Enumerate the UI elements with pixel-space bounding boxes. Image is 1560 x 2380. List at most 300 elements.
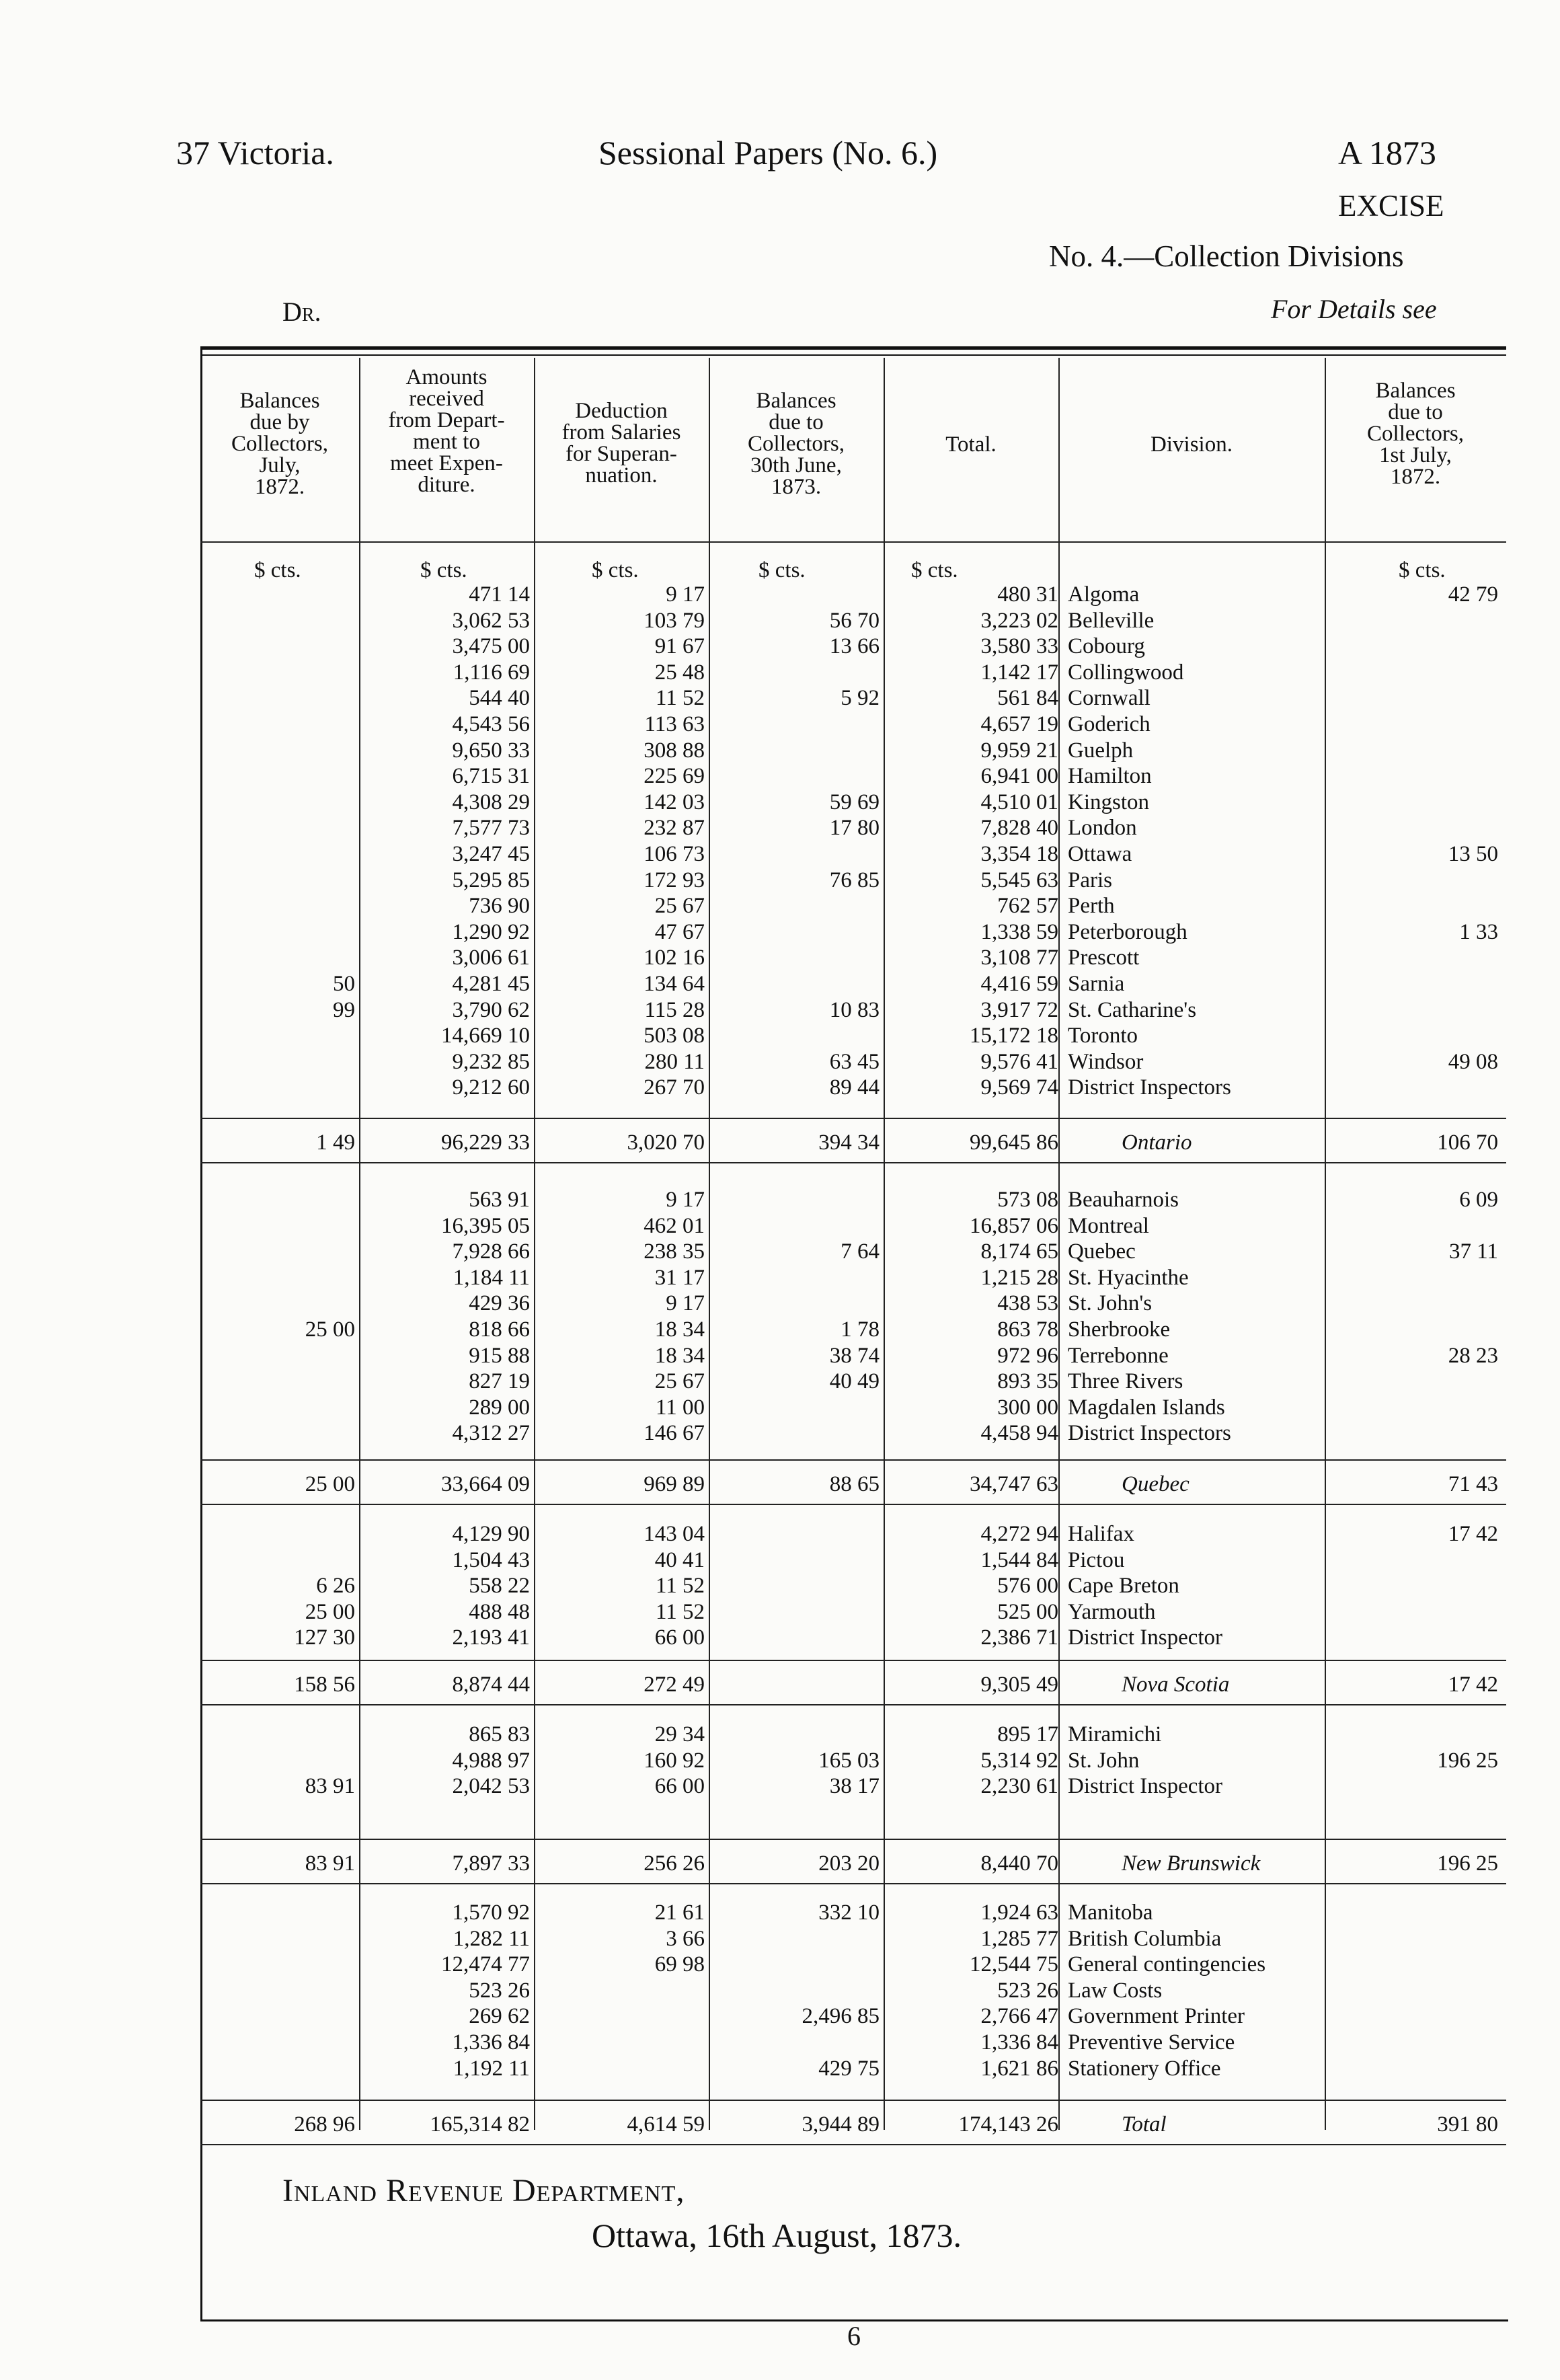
division-name: Collingwood [1068,660,1184,685]
table-cell: 99 [333,997,355,1022]
division-name: Sherbrooke [1068,1317,1171,1342]
table-cell: 18 34 [654,1343,705,1368]
table-cell: 14,669 10 [441,1024,530,1048]
table-cell: 503 08 [644,1024,705,1048]
table-row [200,660,1506,685]
table-row [200,815,1506,841]
division-name: Cobourg [1068,634,1145,659]
group-rule [200,2144,1506,2145]
header-center: Sessional Papers (No. 6.) [598,134,938,171]
division-name: Peterborough [1068,919,1187,944]
division-name: Beauharnois [1068,1188,1179,1212]
group-rule [200,1883,1506,1884]
table-cell: 3,223 02 [980,608,1058,633]
department-signature: Inland Revenue Department, [282,2173,685,2209]
table-cell: 523 26 [469,1978,530,2003]
table-cell: 37 11 [1448,1239,1498,1264]
table-row [200,582,1506,607]
table-cell: 3,247 45 [452,842,530,866]
division-name: Hamilton [1068,764,1152,789]
group-rule [200,1162,1506,1163]
table-cell: 196 25 [1437,1748,1498,1773]
table-cell: 115 28 [644,997,705,1022]
table-cell: 38 74 [829,1343,880,1368]
units-label: $ cts. [592,558,639,582]
group-rule [200,2100,1506,2101]
table-cell: 5,545 63 [980,868,1058,892]
table-cell: 96,229 33 [441,1130,530,1155]
table-row [200,997,1506,1023]
table-cell: 165,314 82 [430,2112,530,2137]
table-row [200,1317,1506,1342]
table-cell: 300 00 [997,1395,1058,1420]
table-cell: 895 17 [997,1722,1058,1746]
table-cell: 69 98 [654,1952,705,1977]
header-rule [200,541,1506,543]
table-cell: 280 11 [644,1049,705,1074]
table-cell: 134 64 [644,972,705,996]
table-cell: 11 52 [655,686,705,711]
table-cell: 4,458 94 [980,1421,1058,1446]
table-row [200,868,1506,893]
table-cell: 488 48 [469,1599,530,1624]
table-cell: 2,766 47 [980,2004,1058,2029]
header-left: 37 Victoria. [176,134,334,171]
table-cell: 3,475 00 [452,634,530,659]
table-cell: 56 70 [829,608,880,633]
table-cell: 203 20 [818,1851,880,1876]
table-cell: 9,212 60 [452,1075,530,1100]
table-total-row [200,1851,1506,1876]
table-cell: 31 17 [654,1265,705,1290]
table-cell: 1,290 92 [452,919,530,944]
table-cell: 38 17 [829,1774,880,1799]
table-cell: 127 30 [294,1625,355,1650]
table-cell: 232 87 [644,816,705,841]
table-cell: 480 31 [997,582,1058,607]
division-name: Pictou [1068,1547,1125,1572]
table-cell: 4,129 90 [452,1522,530,1546]
table-cell: 8,874 44 [452,1673,530,1697]
table-row [200,634,1506,659]
table-cell: 523 26 [997,1978,1058,2003]
table-row [200,893,1506,919]
col-header-deduction: Deduction from Salaries for Superan- nuation. [561,399,681,488]
table-row [200,1547,1506,1573]
table-row [200,1213,1506,1239]
table-cell: 1,184 11 [453,1265,530,1290]
table-cell: 1,285 77 [980,1926,1058,1951]
table-cell: 429 75 [818,2056,880,2081]
table-total-row [200,1672,1506,1697]
table-cell: 225 69 [644,764,705,789]
table-cell: 91 67 [654,634,705,659]
table-cell: 4,272 94 [980,1522,1058,1546]
division-name: District Inspector [1068,1625,1223,1650]
table-cell: 15,172 18 [970,1024,1058,1048]
table-cell: 76 85 [829,868,880,892]
col-header-division: Division. [1150,432,1233,457]
table-row [200,790,1506,815]
details-note: For Details see [1271,294,1437,324]
table-cell: 4,657 19 [980,712,1058,736]
division-name: Goderich [1068,712,1150,736]
division-name: Halifax [1068,1522,1134,1546]
table-cell: 9 17 [666,1188,705,1212]
group-rule [200,1704,1506,1705]
table-cell: 7,577 73 [452,816,530,841]
table-cell: 6,941 00 [980,764,1058,789]
table-cell: 462 01 [644,1213,705,1238]
table-row [200,1978,1506,2003]
table-cell: 142 03 [644,790,705,814]
table-cell: 429 36 [469,1291,530,1316]
table-cell: 5 92 [841,686,880,711]
table-cell: 106 73 [644,842,705,866]
table-row [200,2030,1506,2055]
table-row [200,1952,1506,1977]
table-cell: 4,614 59 [627,2112,705,2137]
table-cell: 12,544 75 [970,1952,1058,1977]
table-row [200,1343,1506,1369]
units-label: $ cts. [1399,558,1446,582]
division-name: Belleville [1068,608,1155,633]
division-name: Total [1122,2112,1167,2137]
table-cell: 66 00 [654,1625,705,1650]
col-header-balances-due-to: Balances due to Collectors, 30th June, 1873. [748,389,845,499]
table-cell: 525 00 [997,1599,1058,1624]
table-cell: 66 00 [654,1774,705,1799]
table-total-row [200,2112,1506,2137]
division-name: Nova Scotia [1122,1673,1230,1697]
table-cell: 25 00 [305,1472,355,1496]
table-row [200,971,1506,997]
table-cell: 33,664 09 [441,1472,530,1496]
table-row [200,1722,1506,1747]
table-row [200,1049,1506,1075]
table-cell: 158 56 [294,1673,355,1697]
table-cell: 1 33 [1459,919,1498,944]
table-cell: 196 25 [1437,1851,1498,1876]
group-rule [200,1660,1506,1661]
table-cell: 561 84 [997,686,1058,711]
table-cell: 238 35 [644,1239,705,1264]
table-cell: 1,504 43 [452,1547,530,1572]
table-row [200,1265,1506,1291]
table-cell: 391 80 [1437,2112,1498,2137]
page-number: 6 [847,2321,861,2351]
table-cell: 308 88 [644,738,705,763]
table-cell: 1,924 63 [980,1901,1058,1925]
table-cell: 1,570 92 [452,1901,530,1925]
table-cell: 2,496 85 [802,2004,880,2029]
table-cell: 1,336 84 [452,2030,530,2055]
table-row [200,945,1506,970]
division-name: Magdalen Islands [1068,1395,1225,1420]
col-header-balances-due-by: Balances due by Collectors, July, 1872. [231,389,328,499]
table-cell: 3,917 72 [980,997,1058,1022]
table-cell: 40 49 [829,1369,880,1394]
division-name: St. John's [1068,1291,1153,1316]
table-cell: 16,857 06 [970,1213,1058,1238]
table-cell: 25 00 [305,1599,355,1624]
division-name: Miramichi [1068,1722,1162,1746]
table-cell: 83 91 [305,1774,355,1799]
table-cell: 558 22 [469,1574,530,1599]
group-rule [200,1839,1506,1840]
division-name: General contingencies [1068,1952,1266,1977]
group-rule [200,1504,1506,1505]
table-cell: 1,192 11 [453,2056,530,2081]
table-cell: 17 80 [829,816,880,841]
table-row [200,1420,1506,1446]
table-cell: 471 14 [469,582,530,607]
table-total-row [200,1130,1506,1155]
table-cell: 160 92 [644,1748,705,1773]
table-cell: 863 78 [997,1317,1058,1342]
table-cell: 49 08 [1448,1049,1498,1074]
table-cell: 3,006 61 [452,946,530,970]
table-cell: 25 00 [305,1317,355,1342]
division-name: New Brunswick [1122,1851,1261,1876]
division-name: British Columbia [1068,1926,1222,1951]
table-cell: 762 57 [997,894,1058,919]
table-row [200,1239,1506,1264]
table-row [200,738,1506,763]
table-cell: 4,308 29 [452,790,530,814]
table-cell: 25 48 [654,660,705,685]
division-name: Government Printer [1068,2004,1245,2029]
table-row [200,1573,1506,1599]
table-cell: 83 91 [305,1851,355,1876]
table-cell: 9,569 74 [980,1075,1058,1100]
table-cell: 3,790 62 [452,997,530,1022]
table-cell: 28 23 [1448,1343,1498,1368]
table-cell: 4,312 27 [452,1421,530,1446]
division-name: Ottawa [1068,842,1132,866]
table-cell: 289 00 [469,1395,530,1420]
table-cell: 1,142 17 [980,660,1058,685]
table-cell: 915 88 [469,1343,530,1368]
table-cell: 11 52 [655,1599,705,1624]
table-cell: 106 70 [1437,1130,1498,1155]
table-cell: 8,174 65 [980,1239,1058,1264]
table-cell: 5,295 85 [452,868,530,892]
table-row [200,2056,1506,2081]
division-name: Stationery Office [1068,2056,1221,2081]
division-name: Ontario [1122,1130,1192,1155]
table-row [200,1625,1506,1650]
table-row [200,685,1506,711]
table-cell: 9,576 41 [980,1049,1058,1074]
table-cell: 113 63 [644,712,705,736]
division-name: District Inspectors [1068,1075,1231,1100]
division-name: Algoma [1068,582,1140,607]
table-top-rule [200,346,1506,350]
table-cell: 267 70 [644,1075,705,1100]
section-title: EXCISE [1338,189,1444,223]
table-row [200,841,1506,867]
subtitle: No. 4.—Collection Divisions [1049,239,1404,273]
division-name: District Inspector [1068,1774,1223,1799]
table-cell: 3,354 18 [980,842,1058,866]
table-cell: 25 67 [654,1369,705,1394]
table-row [200,1291,1506,1316]
place-date: Ottawa, 16th August, 1873. [592,2217,962,2254]
table-cell: 165 03 [818,1748,880,1773]
group-rule [200,1118,1506,1119]
table-cell: 3 66 [666,1926,705,1951]
table-cell: 269 62 [469,2004,530,2029]
table-cell: 174,143 26 [958,2112,1058,2137]
table-row [200,1926,1506,1952]
table-cell: 6,715 31 [452,764,530,789]
table-cell: 1,336 84 [980,2030,1058,2055]
table-cell: 576 00 [997,1574,1058,1599]
table-cell: 1,338 59 [980,919,1058,944]
division-name: Cape Breton [1068,1574,1179,1599]
table-cell: 146 67 [644,1421,705,1446]
table-cell: 3,580 33 [980,634,1058,659]
table-row [200,1395,1506,1420]
table-cell: 544 40 [469,686,530,711]
table-cell: 11 52 [655,1574,705,1599]
table-row [200,1075,1506,1100]
division-name: Montreal [1068,1213,1149,1238]
table-row [200,1748,1506,1773]
division-name: Cornwall [1068,686,1150,711]
units-label: $ cts. [911,558,958,582]
table-row [200,712,1506,737]
dr-label: Dr. [282,297,321,327]
col-header-balances-1st-july: Balances due to Collectors, 1st July, 1872. [1367,379,1464,489]
table-cell: 2,386 71 [980,1625,1058,1650]
division-name: Yarmouth [1068,1599,1156,1624]
table-row [200,1369,1506,1394]
division-name: Preventive Service [1068,2030,1235,2055]
division-name: Quebec [1122,1472,1190,1496]
table-cell: 17 42 [1448,1522,1498,1546]
table-cell: 8,440 70 [980,1851,1058,1876]
division-name: Guelph [1068,738,1134,763]
division-name: St. Hyacinthe [1068,1265,1189,1290]
table-cell: 11 00 [655,1395,705,1420]
table-cell: 1,544 84 [980,1547,1058,1572]
table-cell: 9,232 85 [452,1049,530,1074]
table-cell: 102 16 [644,946,705,970]
division-name: Three Rivers [1068,1369,1183,1394]
table-cell: 10 83 [829,997,880,1022]
table-cell: 3,944 89 [802,2112,880,2137]
table-row [200,1023,1506,1048]
table-cell: 2,230 61 [980,1774,1058,1799]
table-cell: 563 91 [469,1188,530,1212]
division-name: Law Costs [1068,1978,1163,2003]
division-name: London [1068,816,1137,841]
table-cell: 7,928 66 [452,1239,530,1264]
division-name: St. Catharine's [1068,997,1197,1022]
table-cell: 268 96 [294,2112,355,2137]
table-cell: 4,281 45 [452,972,530,996]
table-cell: 7 64 [841,1239,880,1264]
table-cell: 25 67 [654,894,705,919]
table-cell: 573 08 [997,1188,1058,1212]
division-name: Manitoba [1068,1901,1153,1925]
table-cell: 71 43 [1448,1472,1498,1496]
division-name: Quebec [1068,1239,1136,1264]
table-cell: 4,543 56 [452,712,530,736]
table-cell: 1 49 [316,1130,355,1155]
table-cell: 3,062 53 [452,608,530,633]
units-label: $ cts. [420,558,467,582]
table-row [200,1599,1506,1625]
division-name: Perth [1068,894,1115,919]
table-cell: 16,395 05 [441,1213,530,1238]
table-row [200,919,1506,945]
table-cell: 88 65 [829,1472,880,1496]
table-cell: 972 96 [997,1343,1058,1368]
table-cell: 438 53 [997,1291,1058,1316]
table-cell: 9,650 33 [452,738,530,763]
table-cell: 143 04 [644,1522,705,1546]
table-cell: 6 26 [316,1574,355,1599]
table-cell: 63 45 [829,1049,880,1074]
table-row [200,608,1506,634]
table-cell: 272 49 [644,1673,705,1697]
table-cell: 332 10 [818,1901,880,1925]
table-row [200,763,1506,789]
division-name: Toronto [1068,1024,1138,1048]
table-cell: 9 17 [666,582,705,607]
table-cell: 827 19 [469,1369,530,1394]
table-top-rule-thin [200,354,1506,356]
table-row [200,1187,1506,1213]
table-cell: 1,282 11 [453,1926,530,1951]
table-cell: 2,193 41 [452,1625,530,1650]
table-cell: 818 66 [469,1317,530,1342]
table-cell: 865 83 [469,1722,530,1746]
division-name: Terrebonne [1068,1343,1169,1368]
division-name: Sarnia [1068,972,1125,996]
division-name: District Inspectors [1068,1421,1231,1446]
table-cell: 7,897 33 [452,1851,530,1876]
table-total-row [200,1471,1506,1497]
units-label: $ cts. [254,558,301,582]
table-cell: 18 34 [654,1317,705,1342]
table-cell: 2,042 53 [452,1774,530,1799]
table-cell: 1,215 28 [980,1265,1058,1290]
table-cell: 13 50 [1448,842,1498,866]
division-name: Prescott [1068,946,1140,970]
table-cell: 9 17 [666,1291,705,1316]
table-cell: 256 26 [644,1851,705,1876]
table-cell: 4,510 01 [980,790,1058,814]
table-cell: 1 78 [841,1317,880,1342]
table-row [200,1900,1506,1925]
table-row [200,2003,1506,2029]
table-cell: 4,416 59 [980,972,1058,996]
table-cell: 99,645 86 [970,1130,1058,1155]
table-cell: 893 35 [997,1369,1058,1394]
units-label: $ cts. [758,558,806,582]
table-cell: 40 41 [654,1547,705,1572]
table-cell: 9,959 21 [980,738,1058,763]
table-cell: 42 79 [1448,582,1498,607]
col-header-total: Total. [945,432,997,457]
table-cell: 59 69 [829,790,880,814]
table-cell: 736 90 [469,894,530,919]
table-cell: 394 34 [818,1130,880,1155]
